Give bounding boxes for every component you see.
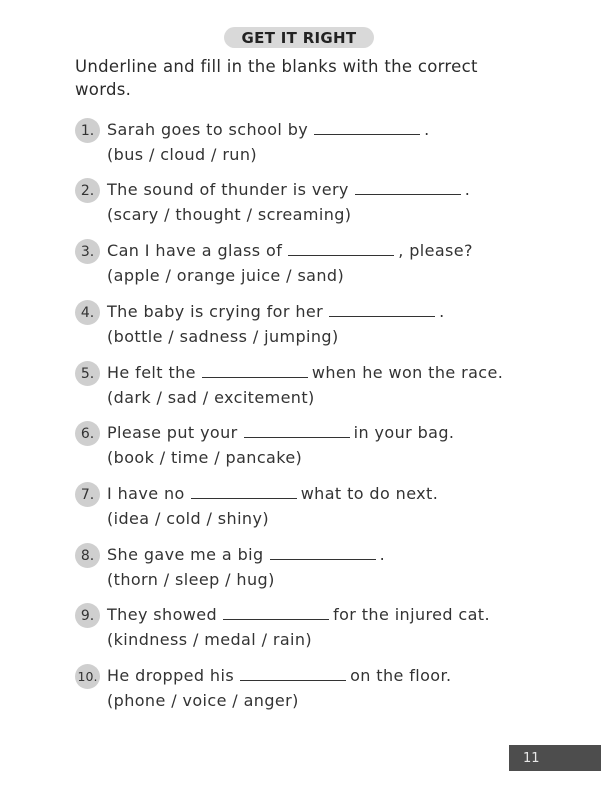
- answer-blank[interactable]: [314, 133, 420, 135]
- sentence-end: when he won the race.: [311, 363, 504, 382]
- question-sentence: [107, 120, 430, 140]
- question-item: [75, 482, 545, 534]
- answer-options: (apple / orange juice / sand): [107, 266, 345, 285]
- question-item: [75, 603, 545, 655]
- sentence-start: He dropped his: [107, 666, 235, 685]
- sentence-end: .: [379, 545, 386, 564]
- sentence-end: on the floor.: [350, 666, 452, 685]
- page-title: GET IT RIGHT: [241, 28, 357, 47]
- answer-blank[interactable]: [244, 436, 350, 438]
- answer-blank[interactable]: [288, 254, 394, 256]
- answer-options: (phone / voice / anger): [107, 691, 299, 710]
- sentence-start: Sarah goes to school by: [107, 120, 309, 139]
- question-number: 5.: [75, 361, 100, 386]
- question-number: 4.: [75, 300, 100, 325]
- question-sentence: [107, 605, 490, 625]
- question-item: [75, 178, 545, 230]
- question-number: 3.: [75, 239, 100, 264]
- answer-blank[interactable]: [240, 679, 346, 681]
- question-number: 10.: [75, 664, 100, 689]
- answer-options: (dark / sad / excitement): [107, 388, 315, 407]
- question-sentence: [107, 302, 445, 322]
- answer-options: (idea / cold / shiny): [107, 509, 269, 528]
- answer-options: (book / time / pancake): [107, 448, 303, 467]
- sentence-start: I have no: [107, 484, 185, 503]
- answer-options: (scary / thought / screaming): [107, 205, 352, 224]
- question-item: [75, 361, 545, 413]
- question-sentence: [107, 545, 385, 565]
- sentence-end: .: [439, 302, 445, 321]
- question-number: 8.: [75, 543, 100, 568]
- question-number: 2.: [75, 178, 100, 203]
- question-number: 1.: [75, 118, 100, 143]
- question-sentence: [107, 363, 503, 383]
- sentence-end: in your bag.: [353, 423, 455, 442]
- question-sentence: [107, 484, 438, 504]
- sentence-start: He felt the: [107, 363, 196, 382]
- answer-blank[interactable]: [191, 497, 297, 499]
- sentence-start: She gave me a big: [107, 545, 264, 564]
- question-item: [75, 239, 545, 291]
- instruction-text: Underline and fill in the blanks with the correct words.: [75, 57, 478, 99]
- sentence-start: Please put your: [107, 423, 238, 442]
- answer-blank[interactable]: [270, 558, 376, 560]
- answer-blank[interactable]: [202, 376, 308, 378]
- question-number: 9.: [75, 603, 100, 628]
- answer-options: (thorn / sleep / hug): [107, 570, 275, 589]
- sentence-end: .: [424, 120, 430, 139]
- answer-blank[interactable]: [223, 618, 329, 620]
- question-item: [75, 118, 545, 170]
- question-number: 6.: [75, 421, 100, 446]
- page-number-tab: [509, 745, 601, 771]
- question-sentence: [107, 241, 473, 261]
- sentence-start: The sound of thunder is very: [107, 180, 349, 199]
- question-item: [75, 543, 545, 595]
- question-item: [75, 664, 545, 716]
- answer-options: (bus / cloud / run): [107, 145, 258, 164]
- answer-options: (kindness / medal / rain): [107, 630, 313, 649]
- sentence-start: Can I have a glass of: [107, 241, 283, 260]
- question-sentence: [107, 180, 470, 200]
- question-number: 7.: [75, 482, 100, 507]
- sentence-end: what to do next.: [300, 484, 439, 503]
- answer-blank[interactable]: [355, 193, 461, 195]
- question-sentence: [107, 666, 451, 686]
- question-item: [75, 300, 545, 352]
- title-banner: [224, 27, 374, 48]
- answer-blank[interactable]: [329, 315, 435, 317]
- sentence-end: for the injured cat.: [333, 605, 490, 624]
- question-item: [75, 421, 545, 473]
- answer-options: (bottle / sadness / jumping): [107, 327, 339, 346]
- page-number: 11: [523, 750, 540, 766]
- sentence-end: , please?: [398, 241, 473, 260]
- sentence-end: .: [464, 180, 471, 199]
- sentence-start: They showed: [107, 605, 218, 624]
- sentence-start: The baby is crying for her: [107, 302, 324, 321]
- question-sentence: [107, 423, 454, 443]
